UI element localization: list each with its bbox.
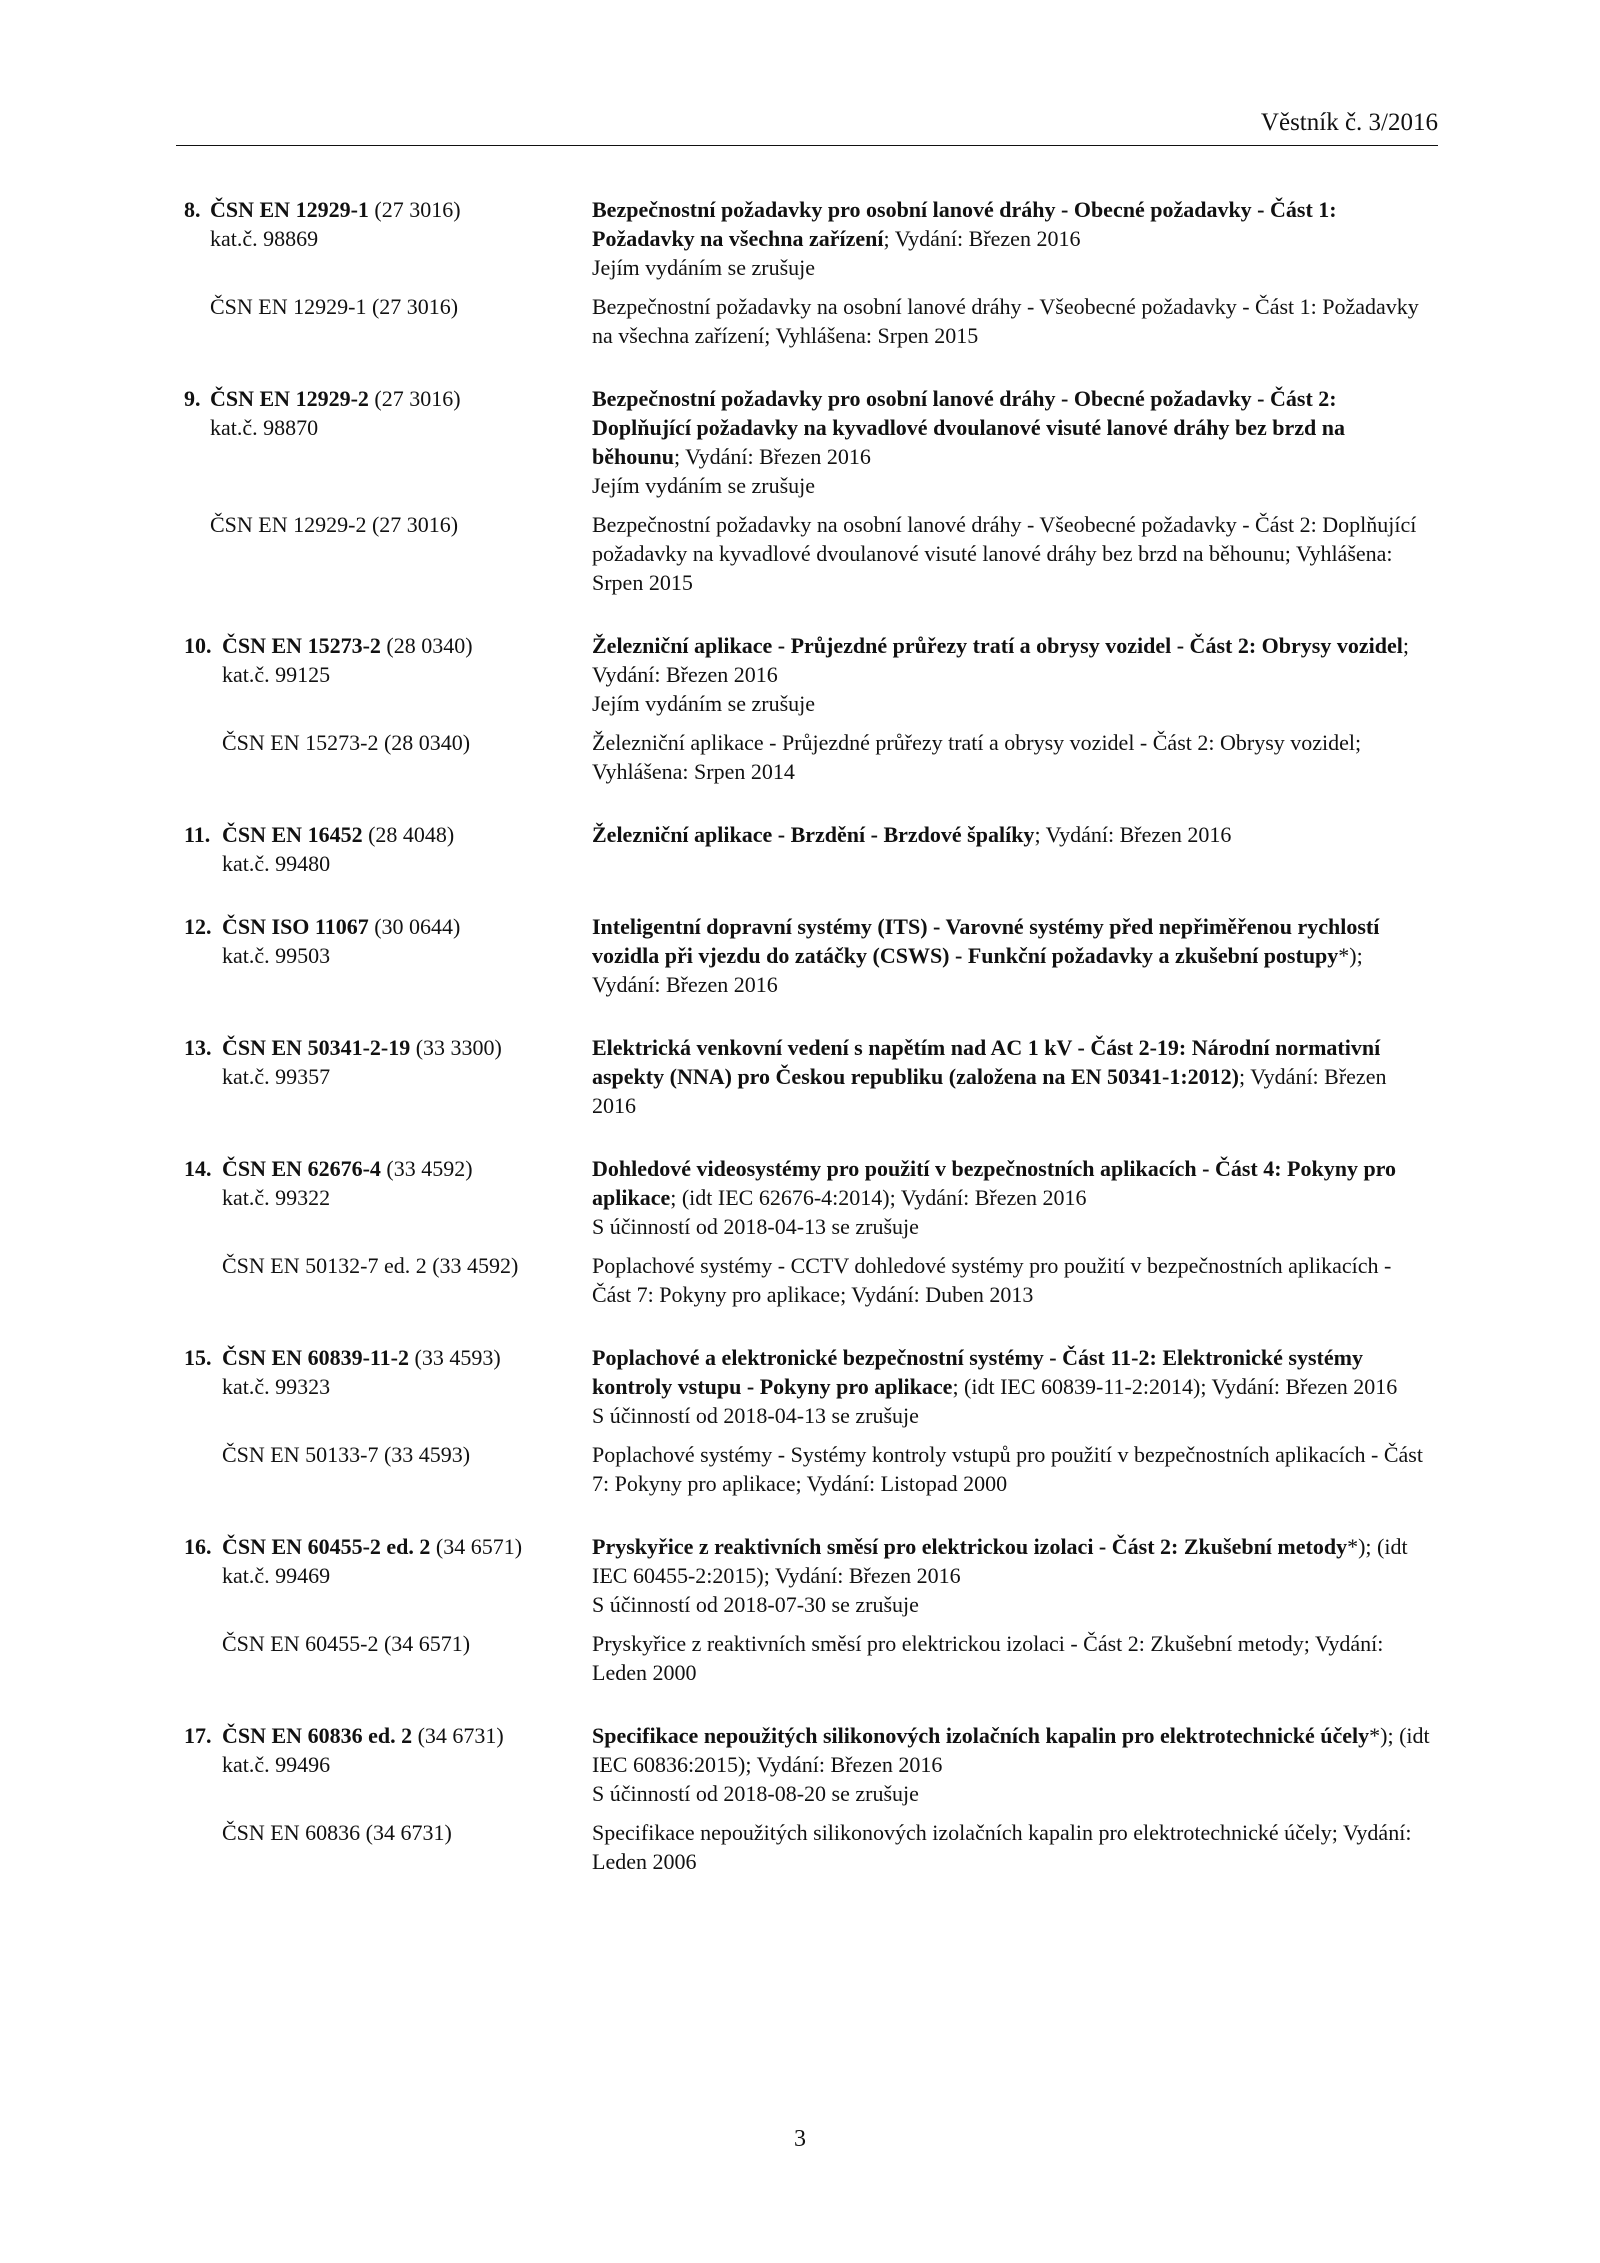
entry-description <box>592 1721 1430 1808</box>
issue-info: ; (idt IEC 60839-11-2:2014); Vydání: Březen 2016 <box>952 1374 1398 1399</box>
replaced-standard-description: Pryskyřice z reaktivních směsí pro elektrickou izolaci - Část 2: Zkušební metody; Vydání: Leden 2000 <box>592 1631 1384 1685</box>
withdrawal-note: Jejím vydáním se zrušuje <box>592 255 816 280</box>
entry-identifier <box>176 1033 592 1120</box>
entry-description <box>592 912 1430 999</box>
classification-code: (28 0340) <box>380 633 473 658</box>
issue-info: ; Vydání: Březen 2016 <box>592 1064 1387 1118</box>
standard-entry <box>176 1154 1438 1309</box>
entry-main-row <box>176 1154 1438 1241</box>
standard-code: ČSN EN 15273-2 <box>222 633 381 658</box>
entry-main-row <box>176 912 1438 999</box>
issue-info: ; Vydání: Březen 2016 <box>1034 822 1232 847</box>
standard-code: ČSN EN 16452 <box>222 822 363 847</box>
entry-description <box>592 1343 1430 1430</box>
catalog-number: kat.č. 98870 <box>210 415 319 440</box>
standard-entry <box>176 1721 1438 1876</box>
replaced-identifier <box>176 728 592 786</box>
entry-main-row <box>176 820 1438 878</box>
withdrawal-note: S účinností od 2018-04-13 se zrušuje <box>592 1214 919 1239</box>
replaced-standard-description: Železniční aplikace - Průjezdné průřezy tratí a obrysy vozidel - Část 2: Obrysy vozidel; Vyhlášena: Srpen 2014 <box>592 730 1362 784</box>
withdrawal-note: S účinností od 2018-08-20 se zrušuje <box>592 1781 919 1806</box>
replaced-standard-row <box>176 1440 1438 1498</box>
standard-entry <box>176 1033 1438 1120</box>
replaced-identifier <box>176 1629 592 1687</box>
entry-identifier <box>176 1154 592 1241</box>
classification-code: (30 0644) <box>368 914 461 939</box>
replaced-standard-row <box>176 1251 1438 1309</box>
standards-list <box>176 195 1438 1910</box>
catalog-number: kat.č. 99480 <box>222 851 331 876</box>
standard-title: Dohledové videosystémy pro použití v bezpečnostních aplikacích - Část 4: Pokyny pro aplikace <box>592 1156 1397 1210</box>
standard-title: Bezpečnostní požadavky pro osobní lanové dráhy - Obecné požadavky - Část 1: Požadavky na všechna zařízení <box>592 197 1337 251</box>
standard-title: Specifikace nepoužitých silikonových izolačních kapalin pro elektrotechnické účely <box>592 1723 1370 1748</box>
standard-title: Železniční aplikace - Průjezdné průřezy tratí a obrysy vozidel - Část 2: Obrysy vozidel <box>592 633 1403 658</box>
replaced-standard-code: ČSN EN 60455-2 (34 6571) <box>222 1631 471 1656</box>
page-number: 3 <box>794 2126 806 2152</box>
standard-code: ČSN ISO 11067 <box>222 914 369 939</box>
entry-main-row <box>176 384 1438 500</box>
entry-main-row <box>176 1343 1438 1430</box>
classification-code: (34 6731) <box>412 1723 504 1748</box>
issue-info: ; Vydání: Březen 2016 <box>883 226 1081 251</box>
standard-code: ČSN EN 62676-4 <box>222 1156 381 1181</box>
entry-identifier <box>176 384 592 500</box>
replaced-standard-row <box>176 728 1438 786</box>
standard-entry <box>176 1343 1438 1498</box>
replaced-standard-code: ČSN EN 50132-7 ed. 2 (33 4592) <box>222 1253 519 1278</box>
entry-number: 14. <box>184 1156 212 1181</box>
header-divider <box>176 145 1438 146</box>
entry-description <box>592 384 1430 500</box>
entry-description <box>592 820 1430 878</box>
standard-entry <box>176 384 1438 597</box>
withdrawal-note: Jejím vydáním se zrušuje <box>592 473 816 498</box>
replaced-standard-row <box>176 1818 1438 1876</box>
standard-code: ČSN EN 60839-11-2 <box>222 1345 410 1370</box>
classification-code: (27 3016) <box>368 197 461 222</box>
entry-main-row <box>176 1033 1438 1120</box>
entry-identifier <box>176 1721 592 1808</box>
standard-code: ČSN EN 12929-2 <box>210 386 369 411</box>
replaced-standard-code: ČSN EN 12929-2 (27 3016) <box>210 512 459 537</box>
issue-info: *); (idt IEC 60836:2015); Vydání: Březen 2016 <box>592 1723 1430 1777</box>
classification-code: (33 3300) <box>410 1035 502 1060</box>
replaced-identifier <box>176 1818 592 1876</box>
withdrawal-note: S účinností od 2018-04-13 se zrušuje <box>592 1403 919 1428</box>
entry-number: 15. <box>184 1345 212 1370</box>
replaced-standard-description: Bezpečnostní požadavky na osobní lanové dráhy - Všeobecné požadavky - Část 1: Požadavky na všechna zařízení; Vyhlášena: Srpen 2015 <box>592 294 1419 348</box>
standard-entry <box>176 195 1438 350</box>
entry-identifier <box>176 1532 592 1619</box>
issue-info: ; (idt IEC 62676-4:2014); Vydání: Březen 2016 <box>670 1185 1087 1210</box>
catalog-number: kat.č. 99323 <box>222 1374 331 1399</box>
classification-code: (33 4592) <box>380 1156 473 1181</box>
standard-title: Železniční aplikace - Brzdění - Brzdové špalíky <box>592 822 1035 847</box>
entry-identifier <box>176 912 592 999</box>
entry-number: 17. <box>184 1723 212 1748</box>
catalog-number: kat.č. 99322 <box>222 1185 331 1210</box>
entry-number: 8. <box>184 197 201 222</box>
standard-code: ČSN EN 60836 ed. 2 <box>222 1723 413 1748</box>
standard-code: ČSN EN 60455-2 ed. 2 <box>222 1534 431 1559</box>
replaced-standard-description: Poplachové systémy - CCTV dohledové systémy pro použití v bezpečnostních aplikacích - Část 7: Pokyny pro aplikace; Vydání: Duben 2013 <box>592 1253 1392 1307</box>
entry-main-row <box>176 1532 1438 1619</box>
entry-number: 12. <box>184 914 212 939</box>
replaced-standard-code: ČSN EN 60836 (34 6731) <box>222 1820 452 1845</box>
entry-main-row <box>176 631 1438 718</box>
replaced-identifier <box>176 1440 592 1498</box>
entry-identifier <box>176 631 592 718</box>
standard-code: ČSN EN 12929-1 <box>210 197 369 222</box>
replaced-standard-code: ČSN EN 50133-7 (33 4593) <box>222 1442 471 1467</box>
entry-number: 9. <box>184 386 201 411</box>
entry-description <box>592 631 1430 718</box>
replaced-standard-code: ČSN EN 15273-2 (28 0340) <box>222 730 471 755</box>
classification-code: (34 6571) <box>430 1534 523 1559</box>
entry-identifier <box>176 820 592 878</box>
replaced-identifier <box>176 292 592 350</box>
entry-main-row <box>176 1721 1438 1808</box>
entry-description <box>592 1033 1430 1120</box>
classification-code: (33 4593) <box>409 1345 501 1370</box>
catalog-number: kat.č. 99357 <box>222 1064 331 1089</box>
withdrawal-note: Jejím vydáním se zrušuje <box>592 691 816 716</box>
standard-entry <box>176 1532 1438 1687</box>
entry-main-row <box>176 195 1438 282</box>
issue-info: ; Vydání: Březen 2016 <box>673 444 871 469</box>
entry-number: 10. <box>184 633 212 658</box>
standard-title: Bezpečnostní požadavky pro osobní lanové dráhy - Obecné požadavky - Část 2: Doplňující požadavky na kyvadlové dvoulanové visuté lanové dráhy bez brzd na běhounu <box>592 386 1346 469</box>
entry-identifier <box>176 1343 592 1430</box>
replaced-standard-row <box>176 292 1438 350</box>
standard-title: Elektrická venkovní vedení s napětím nad AC 1 kV - Část 2-19: Národní normativní aspekty (NNA) pro Českou republiku (založena na EN 50341-1:2012) <box>592 1035 1381 1089</box>
replaced-standard-description: Poplachové systémy - Systémy kontroly vstupů pro použití v bezpečnostních aplikacích - Část 7: Pokyny pro aplikace; Vydání: Listopad 2000 <box>592 1442 1423 1496</box>
entry-identifier <box>176 195 592 282</box>
standard-title: Poplachové a elektronické bezpečnostní systémy - Část 11-2: Elektronické systémy kontroly vstupu - Pokyny pro aplikace <box>592 1345 1363 1399</box>
withdrawal-note: S účinností od 2018-07-30 se zrušuje <box>592 1592 919 1617</box>
replaced-identifier <box>176 1251 592 1309</box>
catalog-number: kat.č. 98869 <box>210 226 319 251</box>
standard-title: Inteligentní dopravní systémy (ITS) - Varovné systémy před nepřiměřenou rychlostí vozidla při vjezdu do zatáčky (CSWS) - Funkční požadavky a zkušební postupy <box>592 914 1380 968</box>
issue-info: *); Vydání: Březen 2016 <box>592 943 1363 997</box>
replaced-standard-row <box>176 510 1438 597</box>
classification-code: (27 3016) <box>368 386 461 411</box>
replaced-standard-row <box>176 1629 1438 1687</box>
standard-code: ČSN EN 50341-2-19 <box>222 1035 411 1060</box>
issue-info: *); (idt IEC 60455-2:2015); Vydání: Březen 2016 <box>592 1534 1408 1588</box>
page-header: Věstník č. 3/2016 <box>1260 109 1438 136</box>
catalog-number: kat.č. 99496 <box>222 1752 331 1777</box>
replaced-standard-description: Specifikace nepoužitých silikonových izolačních kapalin pro elektrotechnické účely; Vydání: Leden 2006 <box>592 1820 1412 1874</box>
replaced-standard-code: ČSN EN 12929-1 (27 3016) <box>210 294 459 319</box>
catalog-number: kat.č. 99469 <box>222 1563 331 1588</box>
standard-entry <box>176 820 1438 878</box>
standard-entry <box>176 631 1438 786</box>
entry-number: 16. <box>184 1534 212 1559</box>
catalog-number: kat.č. 99503 <box>222 943 331 968</box>
entry-number: 11. <box>184 822 211 847</box>
issue-info: ; Vydání: Březen 2016 <box>592 633 1409 687</box>
entry-description <box>592 1154 1430 1241</box>
entry-description <box>592 1532 1430 1619</box>
catalog-number: kat.č. 99125 <box>222 662 331 687</box>
replaced-standard-description: Bezpečnostní požadavky na osobní lanové dráhy - Všeobecné požadavky - Část 2: Doplňující požadavky na kyvadlové dvoulanové visuté lanové dráhy bez brzd na běhounu; Vyhlášena: Srpen 2015 <box>592 512 1417 595</box>
classification-code: (28 4048) <box>362 822 455 847</box>
standard-entry <box>176 912 1438 999</box>
replaced-identifier <box>176 510 592 597</box>
entry-description <box>592 195 1430 282</box>
standard-title: Pryskyřice z reaktivních směsí pro elektrickou izolaci - Část 2: Zkušební metody <box>592 1534 1348 1559</box>
entry-number: 13. <box>184 1035 212 1060</box>
